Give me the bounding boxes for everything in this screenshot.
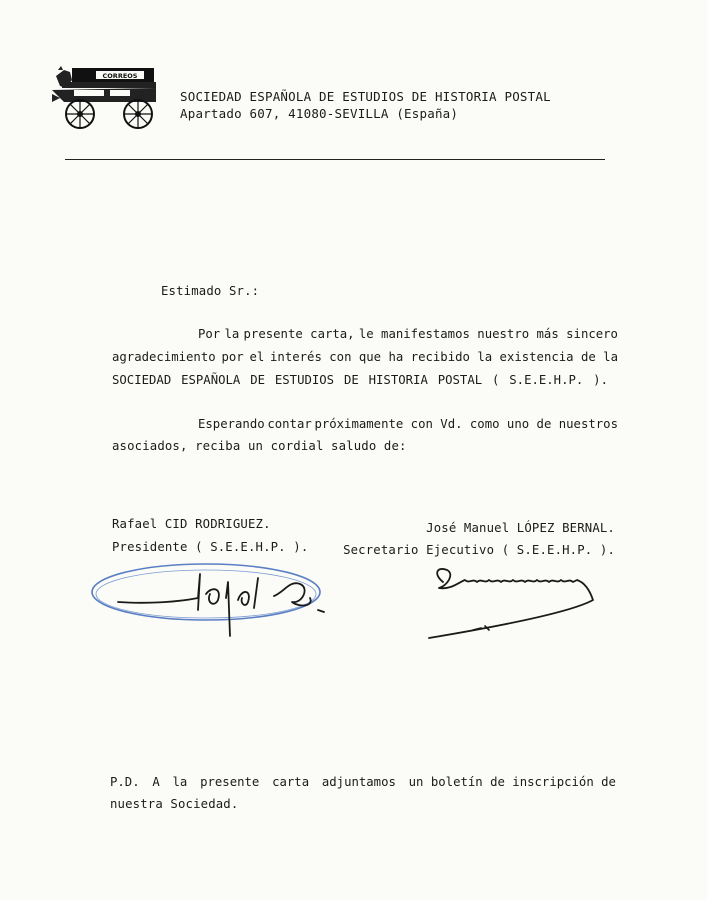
organization-address: Apartado 607, 41080-SEVILLA (España) bbox=[180, 106, 459, 121]
secretary-signature bbox=[425, 560, 615, 645]
right-signatory-name: José Manuel LÓPEZ BERNAL. bbox=[426, 521, 615, 535]
right-signatory-title: Secretario Ejecutivo ( S.E.E.H.P. ). bbox=[343, 543, 615, 557]
paragraph-2-line-1: Esperando contar próximamente con Vd. como uno de nuestros bbox=[198, 417, 618, 431]
president-signature bbox=[88, 558, 348, 648]
organization-header bbox=[180, 88, 551, 122]
left-signatory-name: Rafael CID RODRIGUEZ. bbox=[112, 517, 271, 531]
paragraph-1-line-3: SOCIEDAD ESPAÑOLA DE ESTUDIOS DE HISTORIA POSTAL ( S.E.E.H.P. ). bbox=[112, 373, 608, 387]
paragraph-2-line-2: asociados, reciba un cordial saludo de: bbox=[112, 439, 407, 453]
postscript-line-1: P.D. A la presente carta adjuntamos un boletín de inscripción de bbox=[110, 775, 616, 789]
stagecoach-logo bbox=[52, 58, 160, 130]
greeting: Estimado Sr.: bbox=[161, 284, 260, 298]
organization-name: SOCIEDAD ESPAÑOLA DE ESTUDIOS DE HISTORIA POSTAL bbox=[180, 89, 551, 104]
left-signatory-title: Presidente ( S.E.E.H.P. ). bbox=[112, 540, 309, 554]
postscript-line-2: nuestra Sociedad. bbox=[110, 797, 239, 811]
paragraph-1-line-2: agradecimiento por el interés con que ha recibido la existencia de la bbox=[112, 350, 618, 364]
header-divider bbox=[65, 159, 605, 160]
paragraph-1-line-1: Por la presente carta, le manifestamos nuestro más sincero bbox=[198, 327, 618, 341]
correos-sign: CORREOS bbox=[102, 72, 138, 80]
